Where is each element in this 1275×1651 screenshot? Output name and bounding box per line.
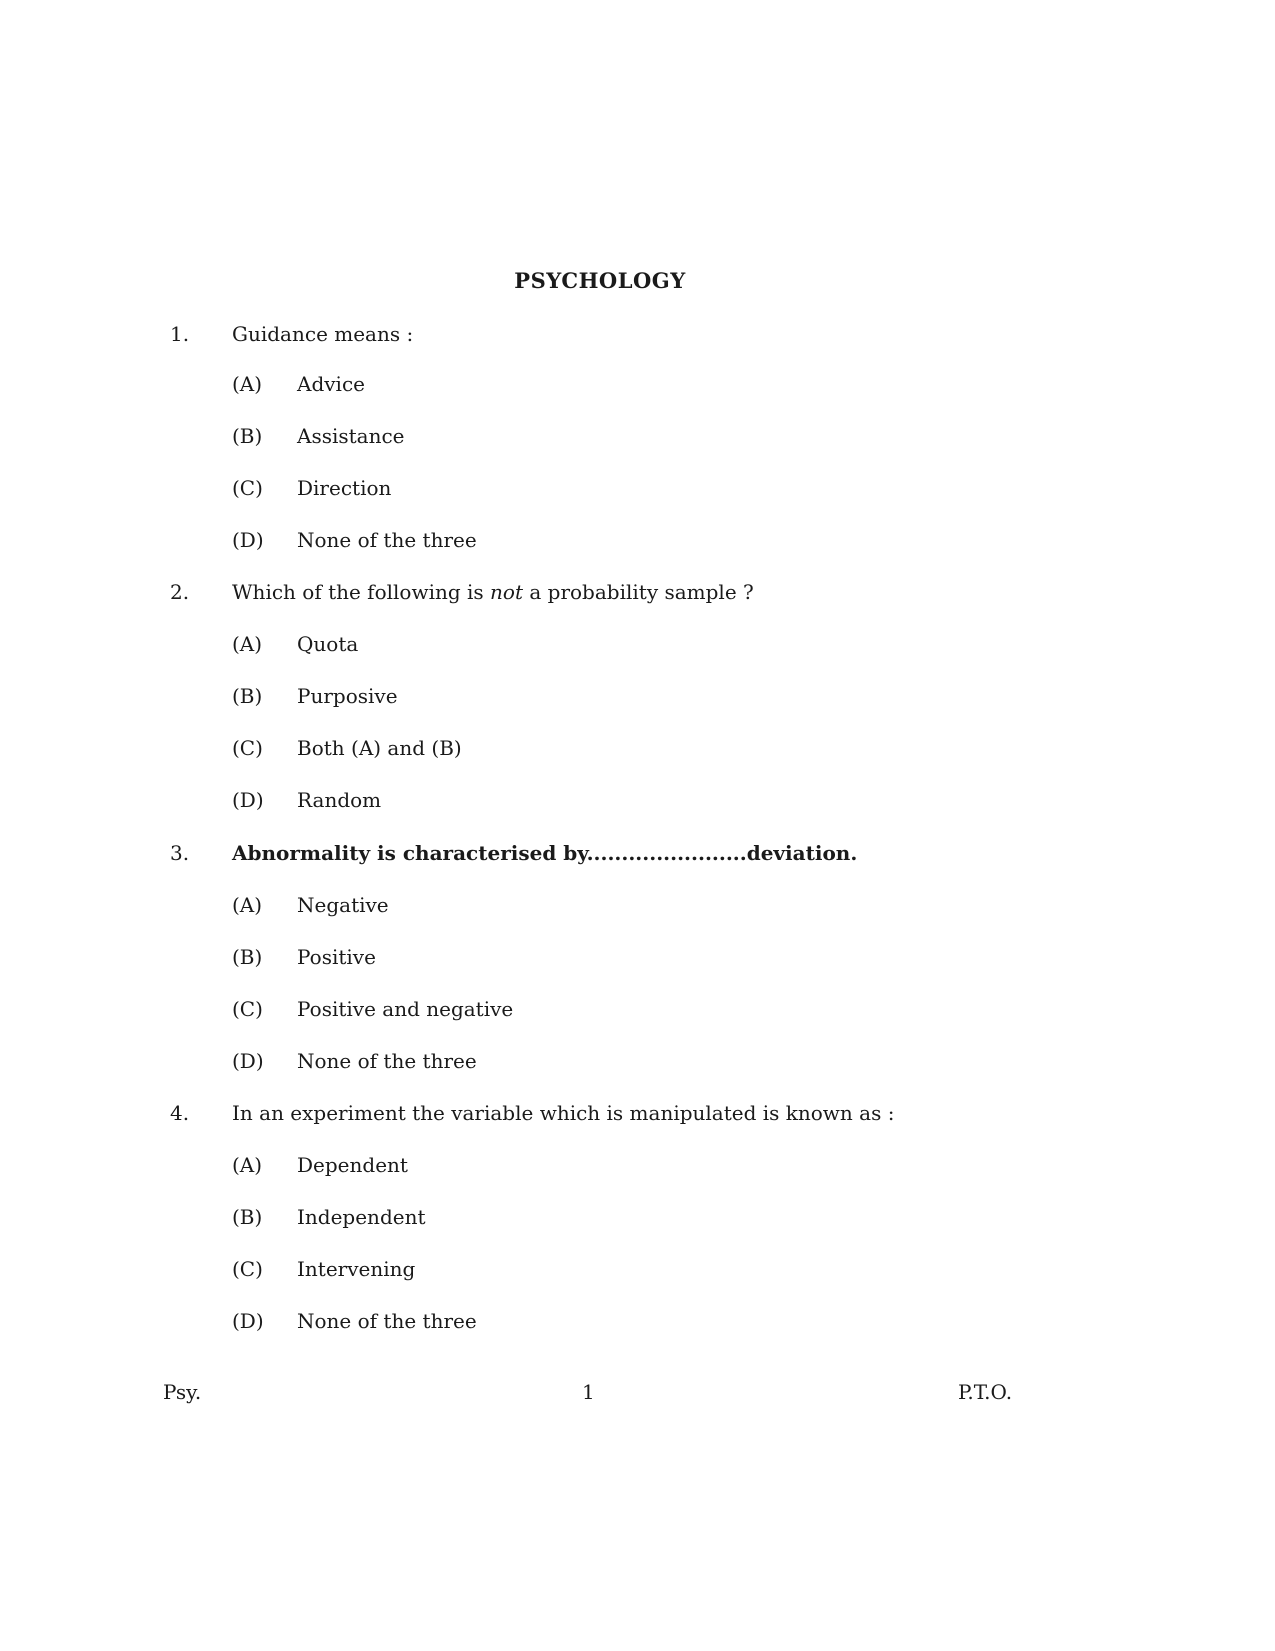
option-text: Positive bbox=[297, 945, 376, 969]
option-text: Positive and negative bbox=[297, 997, 514, 1021]
option-letter: (B) bbox=[232, 424, 263, 448]
option-text: None of the three bbox=[297, 1309, 477, 1333]
option-letter: (C) bbox=[232, 476, 263, 500]
option-letter: (C) bbox=[232, 997, 263, 1021]
option-text: Dependent bbox=[297, 1153, 408, 1177]
option-letter: (B) bbox=[232, 1205, 263, 1229]
option-letter: (A) bbox=[232, 632, 263, 656]
question-number: 2. bbox=[170, 580, 190, 604]
question-text: Which of the following is not a probability sample ? bbox=[232, 580, 754, 604]
option-text: Purposive bbox=[297, 684, 398, 708]
option-text: Both (A) and (B) bbox=[297, 736, 462, 760]
option-text: Direction bbox=[297, 476, 392, 500]
question-text: Guidance means : bbox=[232, 322, 414, 346]
question-number: 4. bbox=[170, 1101, 190, 1125]
option-text: None of the three bbox=[297, 1049, 477, 1073]
option-text: None of the three bbox=[297, 528, 477, 552]
option-letter: (A) bbox=[232, 893, 263, 917]
option-letter: (D) bbox=[232, 1049, 264, 1073]
question-number: 1. bbox=[170, 322, 190, 346]
question-text: Abnormality is characterised by.......................deviation. bbox=[232, 841, 858, 865]
option-text: Independent bbox=[297, 1205, 426, 1229]
option-text: Quota bbox=[297, 632, 359, 656]
option-letter: (D) bbox=[232, 528, 264, 552]
question-number: 3. bbox=[170, 841, 190, 865]
option-letter: (A) bbox=[232, 1153, 263, 1177]
option-letter: (D) bbox=[232, 788, 264, 812]
footer-subject-code: Psy. bbox=[163, 1380, 202, 1404]
option-letter: (C) bbox=[232, 1257, 263, 1281]
option-letter: (B) bbox=[232, 945, 263, 969]
option-text: Assistance bbox=[297, 424, 405, 448]
option-letter: (B) bbox=[232, 684, 263, 708]
option-text: Intervening bbox=[297, 1257, 416, 1281]
option-letter: (A) bbox=[232, 372, 263, 396]
question-text: In an experiment the variable which is manipulated is known as : bbox=[232, 1101, 895, 1125]
page-title: PSYCHOLOGY bbox=[514, 268, 686, 293]
footer-pto: P.T.O. bbox=[958, 1380, 1013, 1404]
option-letter: (D) bbox=[232, 1309, 264, 1333]
footer-page-number: 1 bbox=[582, 1380, 595, 1404]
option-text: Negative bbox=[297, 893, 389, 917]
option-text: Random bbox=[297, 788, 382, 812]
option-letter: (C) bbox=[232, 736, 263, 760]
option-text: Advice bbox=[297, 372, 365, 396]
